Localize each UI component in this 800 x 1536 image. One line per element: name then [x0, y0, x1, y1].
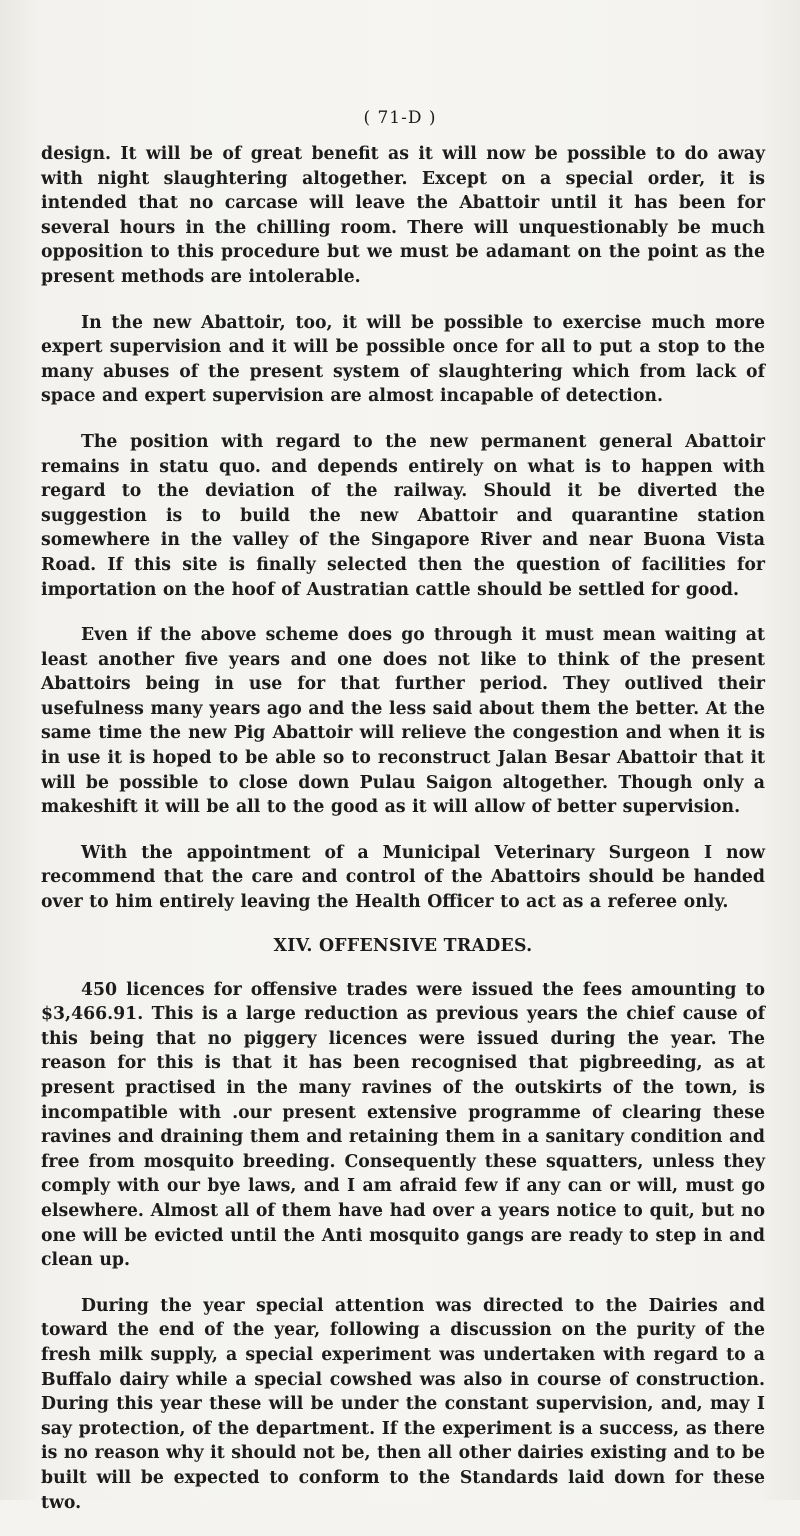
page-number: ( 71-D ) — [363, 108, 437, 128]
paragraph-offensive-trades-licences: 450 licences for offensive trades were issued the fees amounting to $3,466.91. This is a large reduction as previous years the chief cause of this being that no piggery licences were issued during the year. The reason for this is that it has been recognised that pigbreeding, as at present practised in the many ravines of the outskirts of the town, is incompatible with .our present extensive programme of clearing these ravines and draining them and retaining them in a sanitary condition and free from mosquito breeding. Consequently these squatters, unless they comply with our bye laws, and I am afraid few if any can or will, must go elsewhere. Almost all of them have had over a years notice to quit, but no one will be evicted until the Anti mosquito gangs are ready to step in and clean up. — [41, 979, 765, 1271]
paragraph-dairies: During the year special attention was directed to the Dairies and toward the end of the year, following a discussion on the purity of the fresh milk supply, a special experiment was undertaken with regard to a Buffalo dairy while a special cowshed was also in course of construction. During this year these will be under the constant supervision, and, may I say protection, of the department. If the experiment is a success, as there is no reason why it should not be, then all other dairies existing and to be built will be expected to conform to the Standards laid down for these two. — [41, 1295, 765, 1513]
paragraph-abattoir-supervision: In the new Abattoir, too, it will be possible to exercise much more expert supervision and it will be possible once for all to put a stop to the many abuses of the present system of slaughtering which from lack of space and expert supervision are almost incapable of detection. — [41, 312, 765, 407]
section-heading: XIV. OFFENSIVE TRADES. — [273, 935, 533, 956]
paragraph-permanent-abattoir: The position with regard to the new permanent general Abattoir remains in statu quo. and depends entirely on what is to happen with regard to the deviation of the railway. Should it be diverted the suggestion is to build the new Abattoir and quarantine station somewhere in the valley of the Singapore River and near Buona Vista Road. If this site is finally selected then the question of facilities for importation on the hoof of Austratian cattle should be settled for good. — [41, 431, 765, 600]
body-text — [41, 142, 765, 1536]
paragraph-scheme-waiting: Even if the above scheme does go through it must mean waiting at least another five years and one does not like to think of the present Abattoirs being in use for that further period. They outlived their usefulness many years ago and the less said about them the better. At the same time the new Pig Abattoir will relieve the congestion and when it is in use it is hoped to be able so to reconstruct Jalan Besar Abattoir that it will be possible to close down Pulau Saigon altogether. Though only a makeshift it will be all to the good as it will allow of better supervision. — [41, 625, 765, 818]
paragraph-veterinary-surgeon: With the appointment of a Municipal Veterinary Surgeon I now recommend that the care and control of the Abattoirs should be handed over to him entirely leaving the Health Officer to act as a referee only. — [41, 842, 765, 913]
paragraph-abattoir-design: design. It will be of great benefit as it will now be possible to do away with night slaughtering altogether. Except on a special order, it is intended that no carcase will leave the Abattoir until it has been for several hours in the chilling room. There will unquestionably be much opposition to this procedure but we must be adamant on the point as the present methods are intolerable. — [41, 144, 765, 287]
